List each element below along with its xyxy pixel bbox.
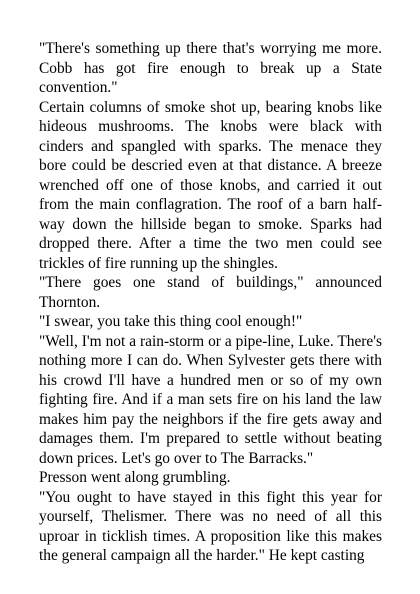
paragraph-1: "There's something up there that's worrying me more. Cobb has got fire enough to break up a State convention.": [39, 40, 382, 96]
paragraph-5: "Well, I'm not a rain-storm or a pipe-line, Luke. There's nothing more I can do. When Sylvester gets there with his crowd I'll have a hundred men or so of my own fighting fire. And if a man sets fire on his land the law makes him pay the neighbors if the fire gets away and damages them. I'm prepared to settle without beating down prices. Let's go over to The Barracks.": [39, 332, 382, 467]
paragraph-4: "I swear, you take this thing cool enough!": [39, 313, 303, 330]
paragraph-6: Presson went along grumbling.: [39, 469, 231, 486]
paragraph-3: "There goes one stand of buildings," announced Thornton.: [39, 274, 382, 311]
paragraph-2: Certain columns of smoke shot up, bearing knobs like hideous mushrooms. The knobs were black with cinders and spangled with sparks. The menace they bore could be descried even at that distance. A breeze wrenched off one of those knobs, and carried it out from the main conflagration. The roof of a barn half-way down the hillside began to smoke. Sparks had dropped there. After a time the two men could see trickles of fire running up the shingles.: [39, 98, 382, 272]
paragraph-7: "You ought to have stayed in this fight this year for yourself, Thelismer. There was no need of all this uproar in ticklish times. A proposition like this makes the general campaign all the harder." He kept casting: [39, 488, 382, 564]
document-page: [39, 39, 382, 566]
